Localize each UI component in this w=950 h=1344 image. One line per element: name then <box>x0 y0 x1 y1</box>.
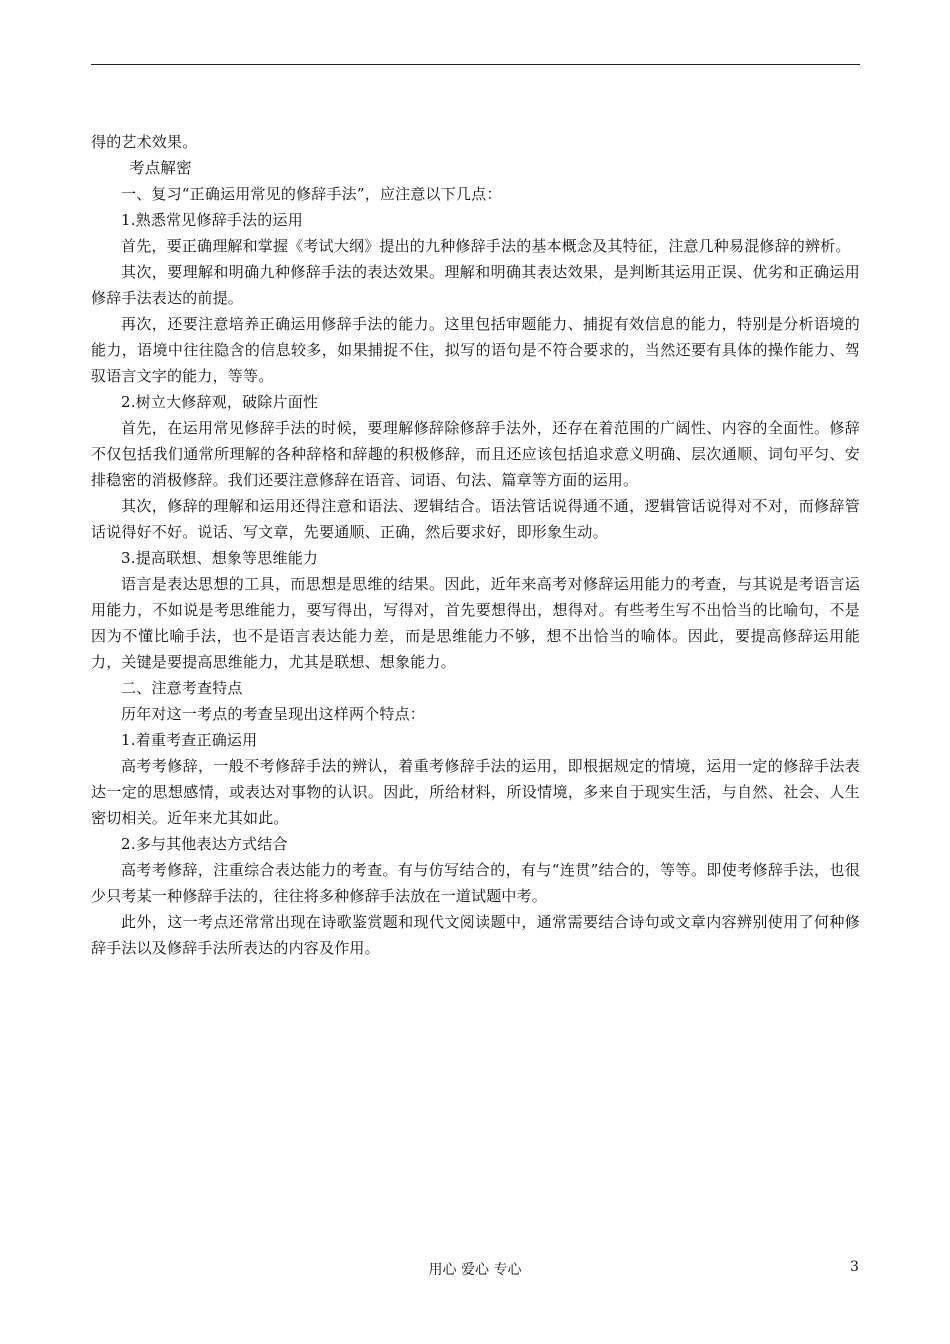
document-body <box>91 129 860 961</box>
section-heading: 考点解密 <box>129 159 192 177</box>
paragraph: 历年对这一考点的考查呈现出这样两个特点： <box>121 705 426 723</box>
paragraph: 得的艺术效果。 <box>91 133 198 151</box>
paragraph: 2.树立大修辞观，破除片面性 <box>121 393 319 411</box>
paragraph: 2.多与其他表达方式结合 <box>121 835 288 853</box>
paragraph: 高考考修辞，一般不考修辞手法的辨认，着重考修辞手法的运用，即根据规定的情境，运用一定的修辞手法表达一定的思想感情，或表达对事物的认识。因此，所给材料，所设情境，多来自于现实生活，与自然、社会、人生密切相关。近年来尤其如此。 <box>91 757 860 827</box>
paragraph: 二、注意考查特点 <box>121 679 243 697</box>
footer-motto: 用心 爱心 专心 <box>428 1262 522 1278</box>
paragraph: 首先，要正确理解和掌握《考试大纲》提出的九种修辞手法的基本概念及其特征，注意几种易混修辞的辨析。 <box>121 237 851 255</box>
paragraph: 一、复习“正确运用常见的修辞手法”，应注意以下几点： <box>121 185 502 203</box>
paragraph: 1.着重考查正确运用 <box>121 731 258 749</box>
page-number: 3 <box>850 1259 859 1275</box>
paragraph: 其次，修辞的理解和运用还得注意和语法、逻辑结合。语法管话说得通不通，逻辑管话说得对不对，而修辞管话说得好不好。说话、写文章，先要通顺、正确，然后要求好，即形象生动。 <box>91 497 860 541</box>
paragraph: 其次，要理解和明确九种修辞手法的表达效果。理解和明确其表达效果，是判断其运用正误、优劣和正确运用修辞手法表达的前提。 <box>91 263 860 307</box>
paragraph: 再次，还要注意培养正确运用修辞手法的能力。这里包括审题能力、捕捉有效信息的能力，特别是分析语境的能力，语境中往往隐含的信息较多，如果捕捉不住，拟写的语句是不符合要求的，当然还要有具体的操作能力、驾驭语言文字的能力，等等。 <box>91 315 860 385</box>
paragraph: 高考考修辞，注重综合表达能力的考查。有与仿写结合的，有与“连贯”结合的，等等。即使考修辞手法，也很少只考某一种修辞手法的，往往将多种修辞手法放在一道试题中考。 <box>91 861 860 905</box>
paragraph: 1.熟悉常见修辞手法的运用 <box>121 211 303 229</box>
header-rule <box>91 64 860 65</box>
paragraph: 首先，在运用常见修辞手法的时候，要理解修辞除修辞手法外，还存在着范围的广阔性、内容的全面性。修辞不仅包括我们通常所理解的各种辞格和辞趣的积极修辞，而且还应该包括追求意义明确、层次通顺、词句平匀、安排稳密的消极修辞。我们还要注意修辞在语音、词语、句法、篇章等方面的运用。 <box>91 419 860 489</box>
paragraph: 此外，这一考点还常常出现在诗歌鉴赏题和现代文阅读题中，通常需要结合诗句或文章内容辨别使用了何种修辞手法以及修辞手法所表达的内容及作用。 <box>91 913 860 957</box>
paragraph: 语言是表达思想的工具，而思想是思维的结果。因此，近年来高考对修辞运用能力的考查，与其说是考语言运用能力，不如说是考思维能力，要写得出，写得对，首先要想得出，想得对。有些考生写不出恰当的比喻句，不是因为不懂比喻手法，也不是语言表达能力差，而是思维能力不够，想不出恰当的喻体。因此，要提高修辞运用能力，关键是要提高思维能力，尤其是联想、想象能力。 <box>91 575 860 671</box>
paragraph: 3.提高联想、想象等思维能力 <box>121 549 319 567</box>
